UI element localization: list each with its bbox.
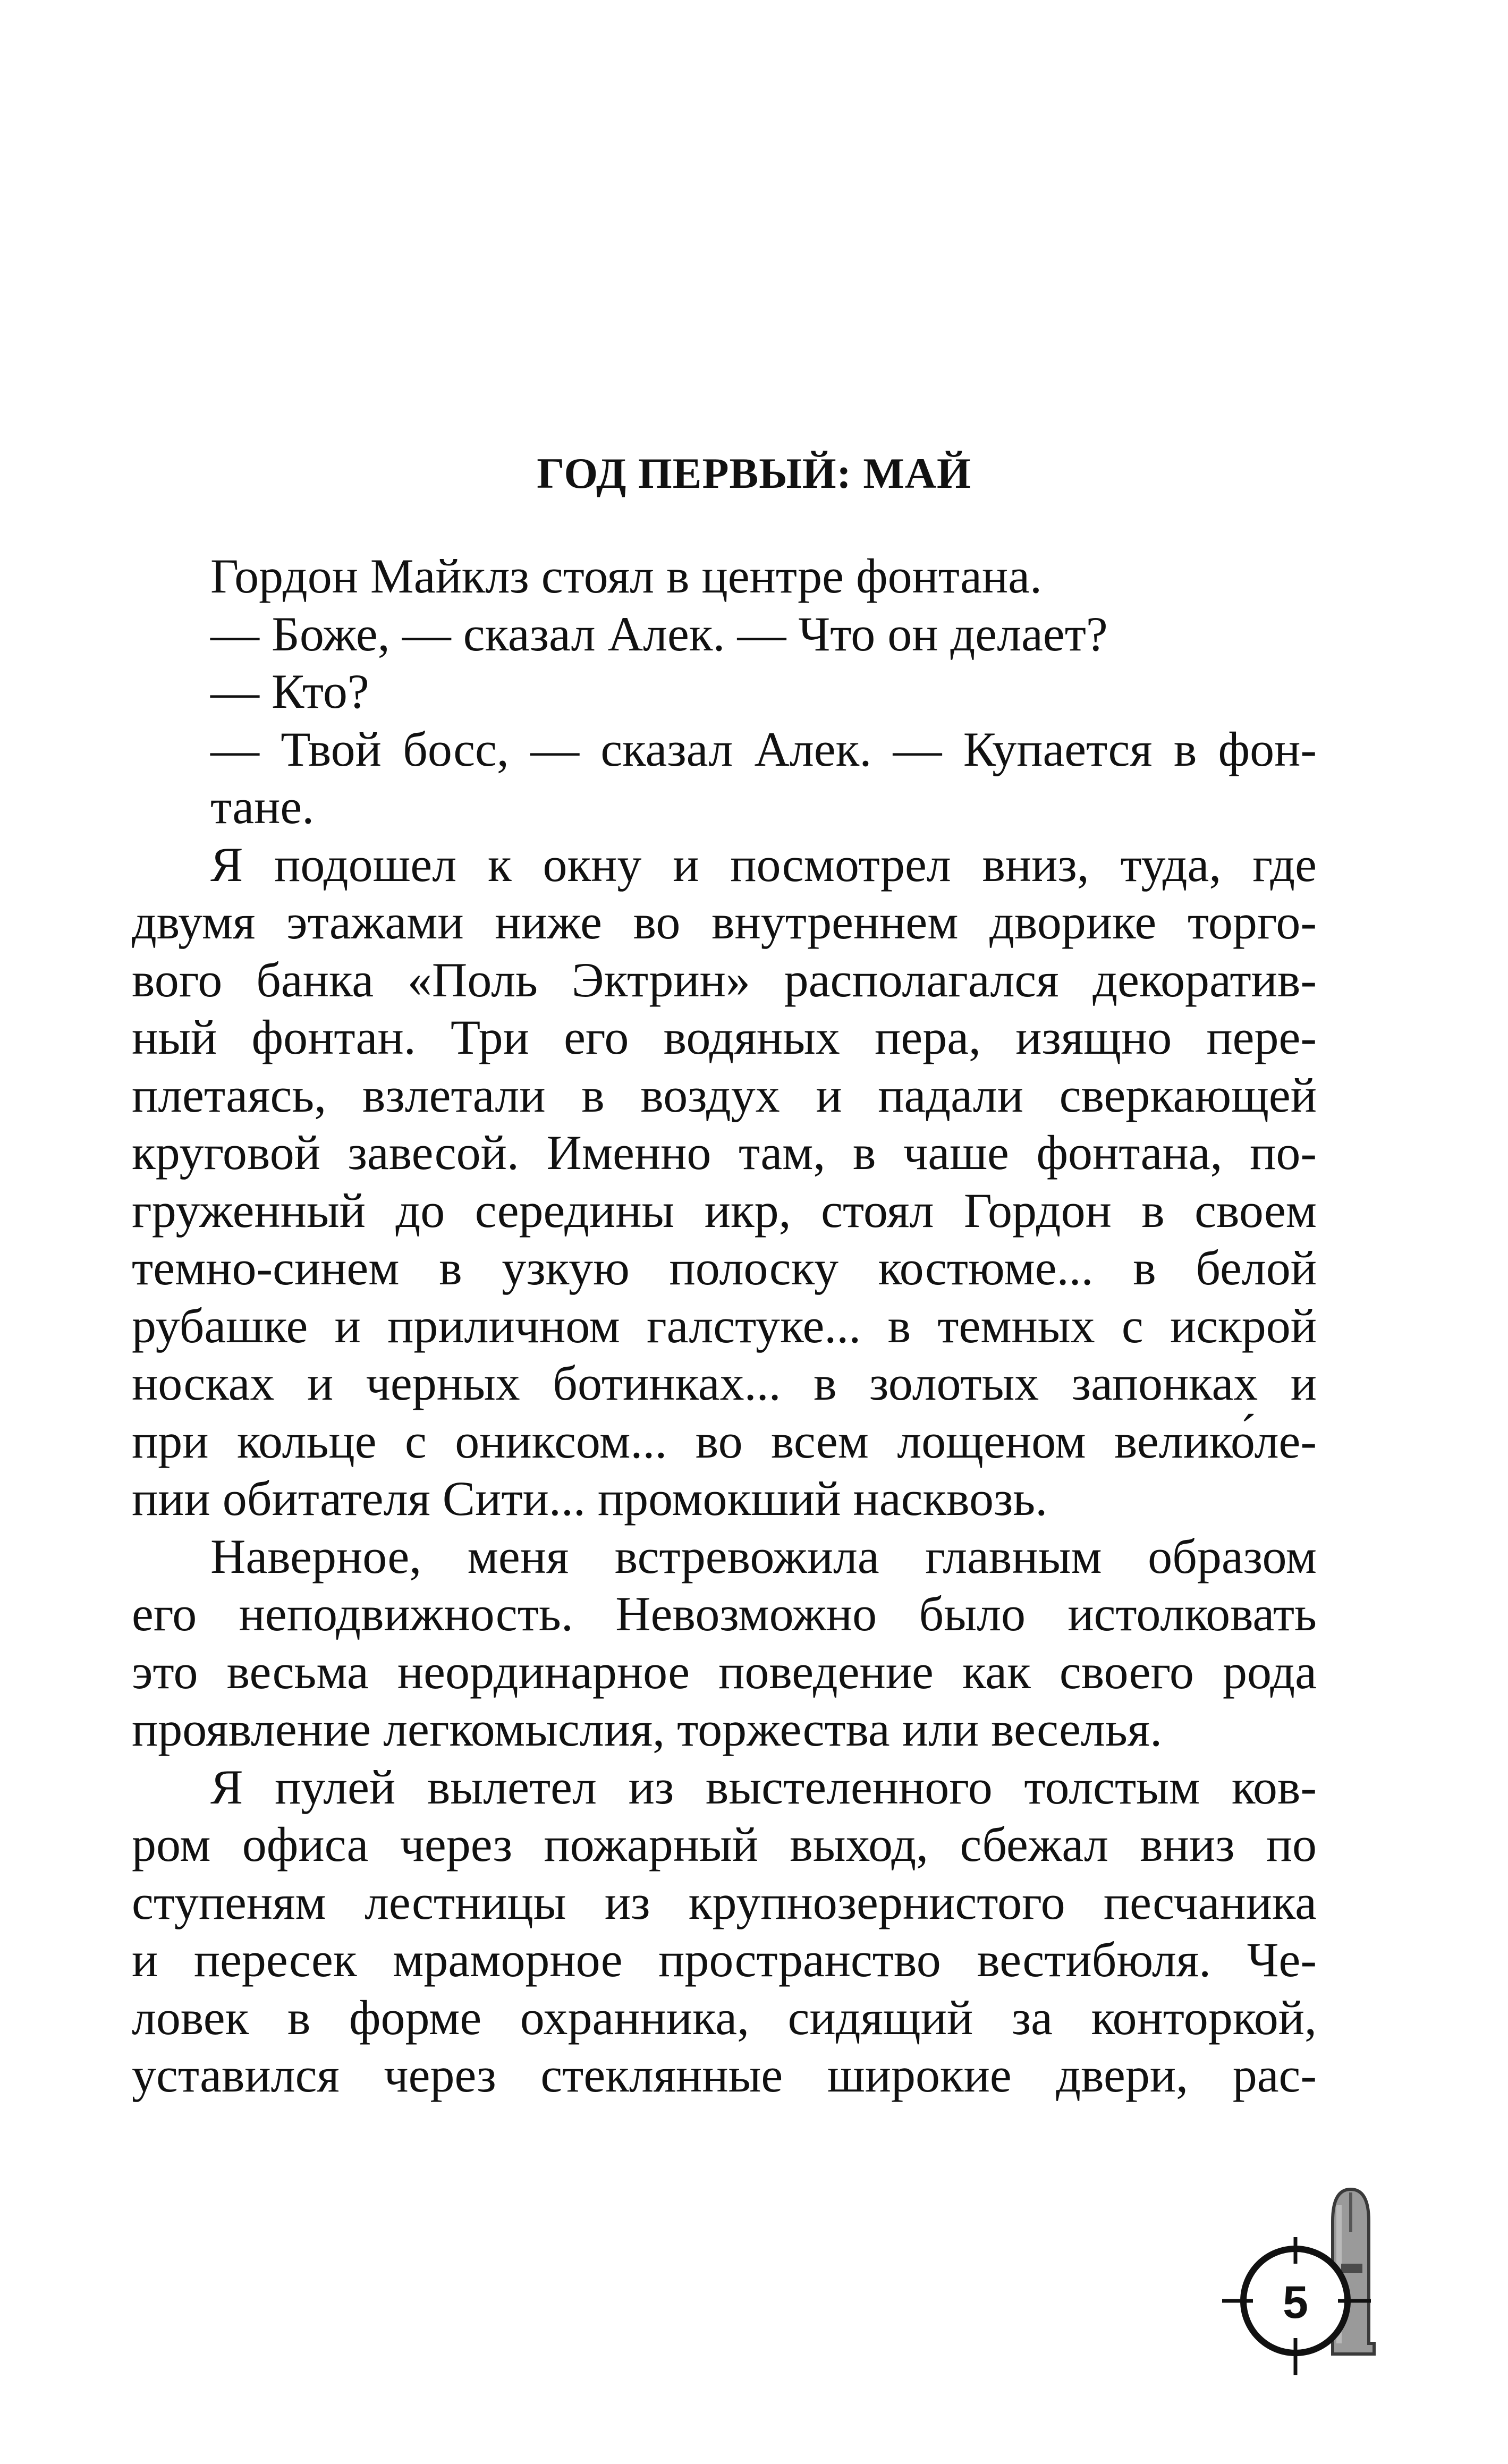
text-line: Я подошел к окну и посмотрел вниз, туда, где — [210, 837, 1317, 892]
chapter-title: ГОД ПЕРВЫЙ: МАЙ — [537, 449, 971, 497]
text-line: вого банка «Поль Эктрин» располагался декоратив- — [132, 952, 1317, 1007]
text-line: Наверное, меня встревожила главным образом — [210, 1529, 1317, 1584]
text-line: плетаясь, взлетали в воздух и падали сверкающей — [132, 1068, 1317, 1122]
text-line: рубашке и приличном галстуке... в темных с искрой — [132, 1298, 1317, 1353]
text-line: носках и черных ботинках... в золотых запонках и — [132, 1356, 1317, 1410]
text-line: ром офиса через пожарный выход, сбежал вниз по — [132, 1817, 1317, 1872]
text-line: ступеням лестницы из крупнозернистого песчаника — [132, 1875, 1317, 1929]
text-line: и пересек мраморное пространство вестибюля. Че- — [132, 1933, 1317, 1987]
text-line: проявление легкомыслия, торжества или веселья. — [132, 1702, 1163, 1756]
text-line: ловек в форме охранника, сидящий за конторкой, — [132, 1990, 1317, 2045]
text-line: — Кто? — [210, 664, 369, 718]
text-line: двумя этажами ниже во внутреннем дворике торго- — [132, 895, 1317, 949]
text-line: при кольце с ониксом... во всем лощеном велико́ле- — [132, 1413, 1317, 1468]
text-line: круговой завесой. Именно там, в чаше фонтана, по- — [132, 1125, 1317, 1180]
text-line: темно-синем в узкую полоску костюме... в белой — [132, 1241, 1317, 1295]
text-line: тане. — [210, 780, 315, 834]
text-line: — Твой босс, — сказал Алек. — Купается в фон- — [210, 722, 1317, 776]
text-line: его неподвижность. Невозможно было истолковать — [132, 1587, 1317, 1641]
text-line: ный фонтан. Три его водяных пера, изящно пере- — [132, 1010, 1317, 1064]
text-line: груженный до середины икр, стоял Гордон в своем — [132, 1183, 1317, 1238]
text-line: Я пулей вылетел из выстеленного толстым ков- — [210, 1759, 1317, 1814]
text-line: — Боже, — сказал Алек. — Что он делает? — [210, 606, 1108, 661]
page-number: 5 — [1283, 2277, 1308, 2328]
page-number-emblem — [1212, 2184, 1413, 2439]
body-text — [132, 547, 1317, 2104]
text-line: Гордон Майклз стоял в центре фонтана. — [210, 549, 1043, 603]
text-line: пии обитателя Сити... промокший насквозь. — [132, 1471, 1048, 1526]
text-line: это весьма неординарное поведение как своего рода — [132, 1644, 1317, 1699]
text-line: уставился через стеклянные широкие двери, рас- — [132, 2048, 1317, 2102]
